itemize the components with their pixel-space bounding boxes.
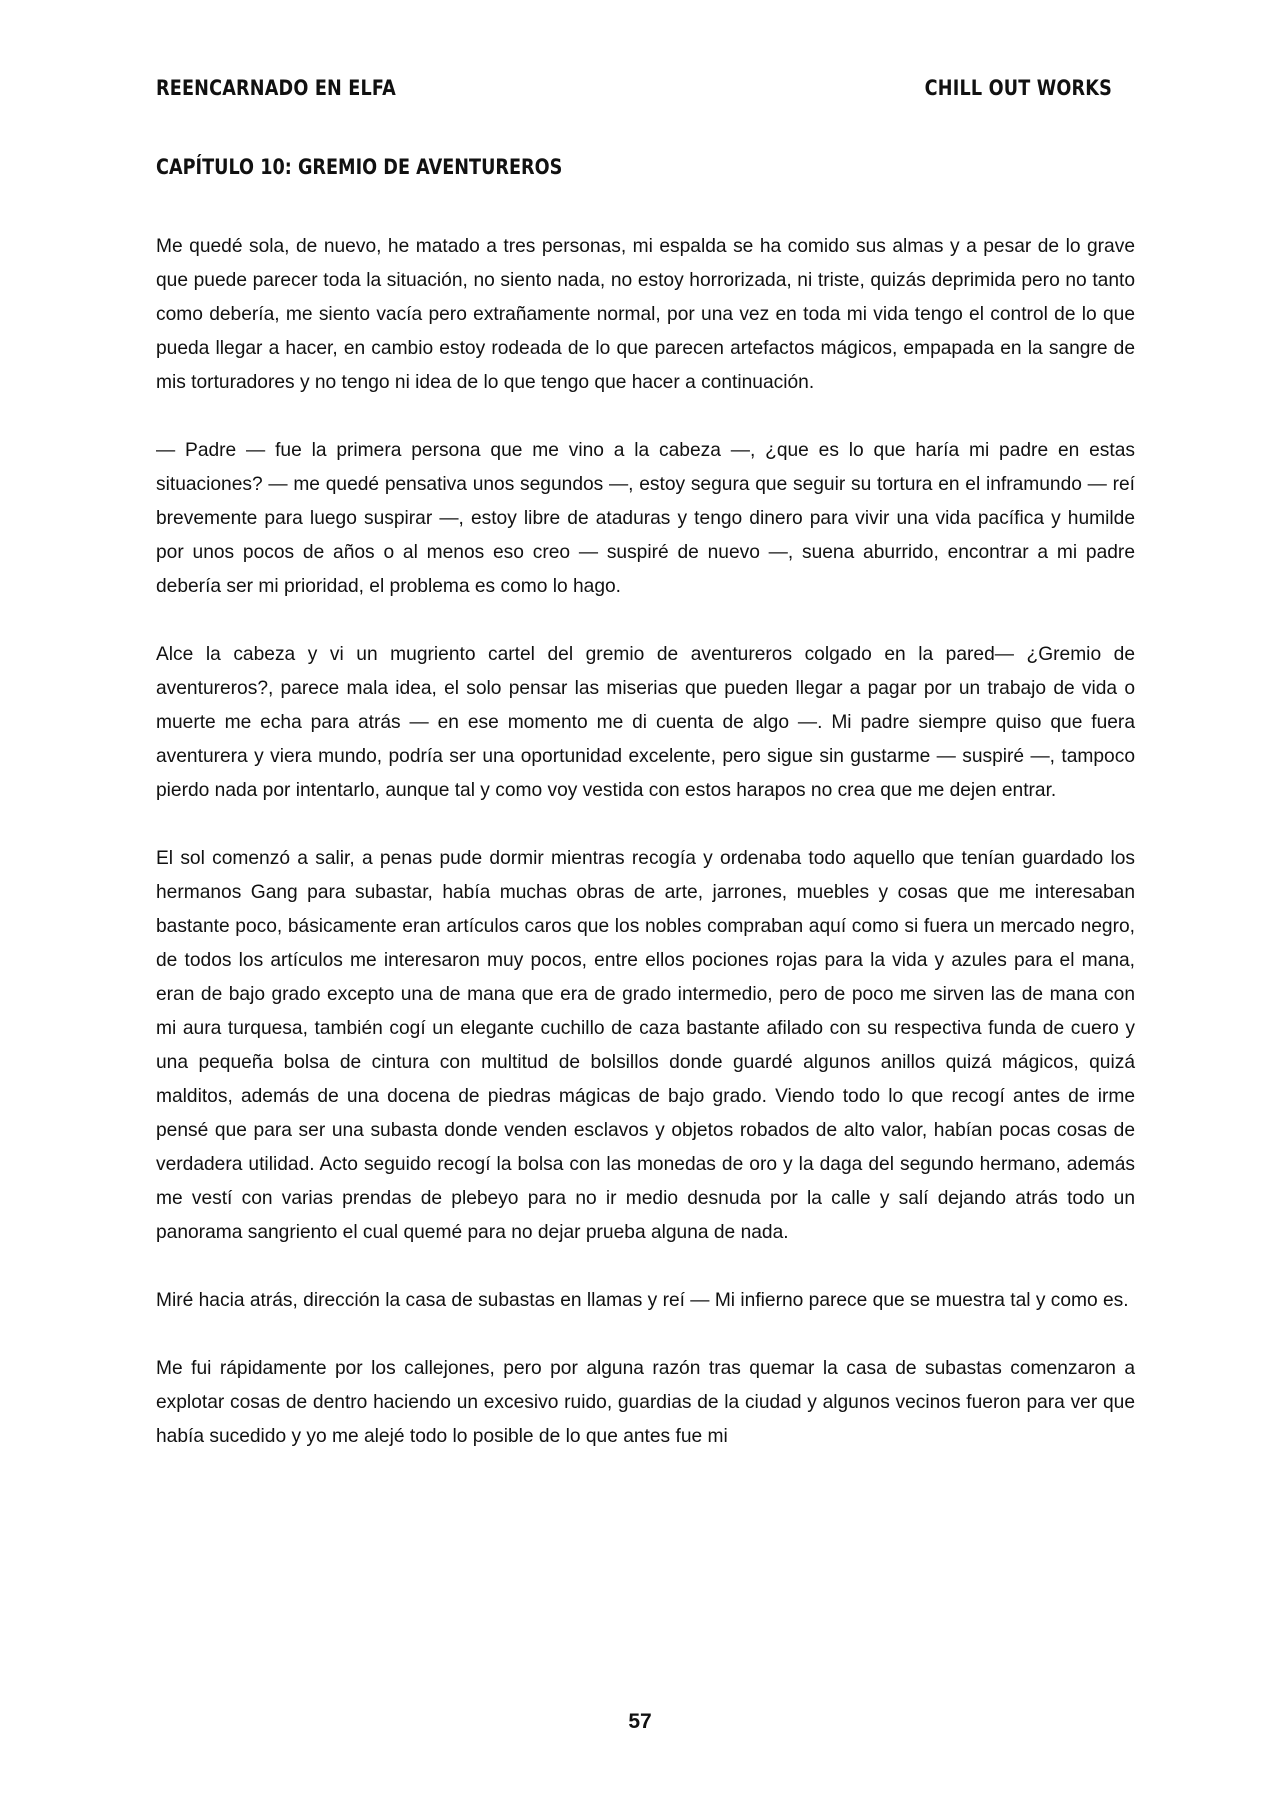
paragraph-6: Me fui rápidamente por los callejones, pero por alguna razón tras quemar la casa de subastas comenzaron a explotar cosas de dentro haciendo un excesivo ruido, guardias de la ciudad y algunos vecinos fueron para ver que había sucedido y yo me alejé todo lo posible de lo que antes fue mi [156,1358,1135,1447]
paragraph-1: Me quedé sola, de nuevo, he matado a tres personas, mi espalda se ha comido sus almas y a pesar de lo grave que puede parecer toda la situación, no siento nada, no estoy horrorizada, ni triste, quizás deprimida pero no tanto como debería, me siento vacía pero extrañamente normal, por una vez en toda mi vida tengo el control de lo que pueda llegar a hacer, en cambio estoy rodeada de lo que parecen artefactos mágicos, empapada en la sangre de mis torturadores y no tengo ni idea de lo que tengo que hacer a continuación. [156,236,1135,393]
page-number: 57 [628,1710,652,1733]
paragraph-4: El sol comenzó a salir, a penas pude dormir mientras recogía y ordenaba todo aquello que tenían guardado los hermanos Gang para subastar, había muchas obras de arte, jarrones, muebles y cosas que me interesaban bastante poco, básicamente eran artículos caros que los nobles compraban aquí como si fuera un mercado negro, de todos los artículos me interesaron muy pocos, entre ellos pociones rojas para la vida y azules para el mana, eran de bajo grado excepto una de mana que era de grado intermedio, pero de poco me sirven las de mana con mi aura turquesa, también cogí un elegante cuchillo de caza bastante afilado con su respectiva funda de cuero y una pequeña bolsa de cintura con multitud de bolsillos donde guardé algunos anillos quizá mágicos, quizá malditos, además de una docena de piedras mágicas de bajo grado. Viendo todo lo que recogí antes de irme pensé que para ser una subasta donde venden esclavos y objetos robados de alto valor, habían pocas cosas de verdadera utilidad. Acto seguido recogí la bolsa con las monedas de oro y la daga del segundo hermano, además me vestí con varias prendas de plebeyo para no ir medio desnuda por la calle y salí dejando atrás todo un panorama sangriento el cual quemé para no dejar prueba alguna de nada. [156,848,1135,1243]
paragraph-3: Alce la cabeza y vi un mugriento cartel del gremio de aventureros colgado en la pared— ¿Gremio de aventureros?, parece mala idea, el solo pensar las miserias que pueden llegar a pagar por un trabajo de vida o muerte me echa para atrás — en ese momento me di cuenta de algo —. Mi padre siempre quiso que fuera aventurera y viera mundo, podría ser una oportunidad excelente, pero sigue sin gustarme — suspiré —, tampoco pierdo nada por intentarlo, aunque tal y como voy vestida con estos harapos no crea que me dejen entrar. [156,644,1135,801]
paragraph-5: Miré hacia atrás, dirección la casa de subastas en llamas y reí — Mi infierno parece que se muestra tal y como es. [156,1290,1129,1311]
page-header [156,76,1112,100]
book-title: REENCARNADO EN ELFA [156,76,396,100]
publisher-name: CHILL OUT WORKS [924,76,1112,100]
chapter-body [156,230,1135,1488]
paragraph-2: — Padre — fue la primera persona que me vino a la cabeza —, ¿que es lo que haría mi padre en estas situaciones? — me quedé pensativa unos segundos —, estoy segura que seguir su tortura en el inframundo — reí brevemente para luego suspirar —, estoy libre de ataduras y tengo dinero para vivir una vida pacífica y humilde por unos pocos de años o al menos eso creo — suspiré de nuevo —, suena aburrido, encontrar a mi padre debería ser mi prioridad, el problema es como lo hago. [156,440,1135,597]
chapter-title: CAPÍTULO 10: GREMIO DE AVENTUREROS [156,155,563,179]
